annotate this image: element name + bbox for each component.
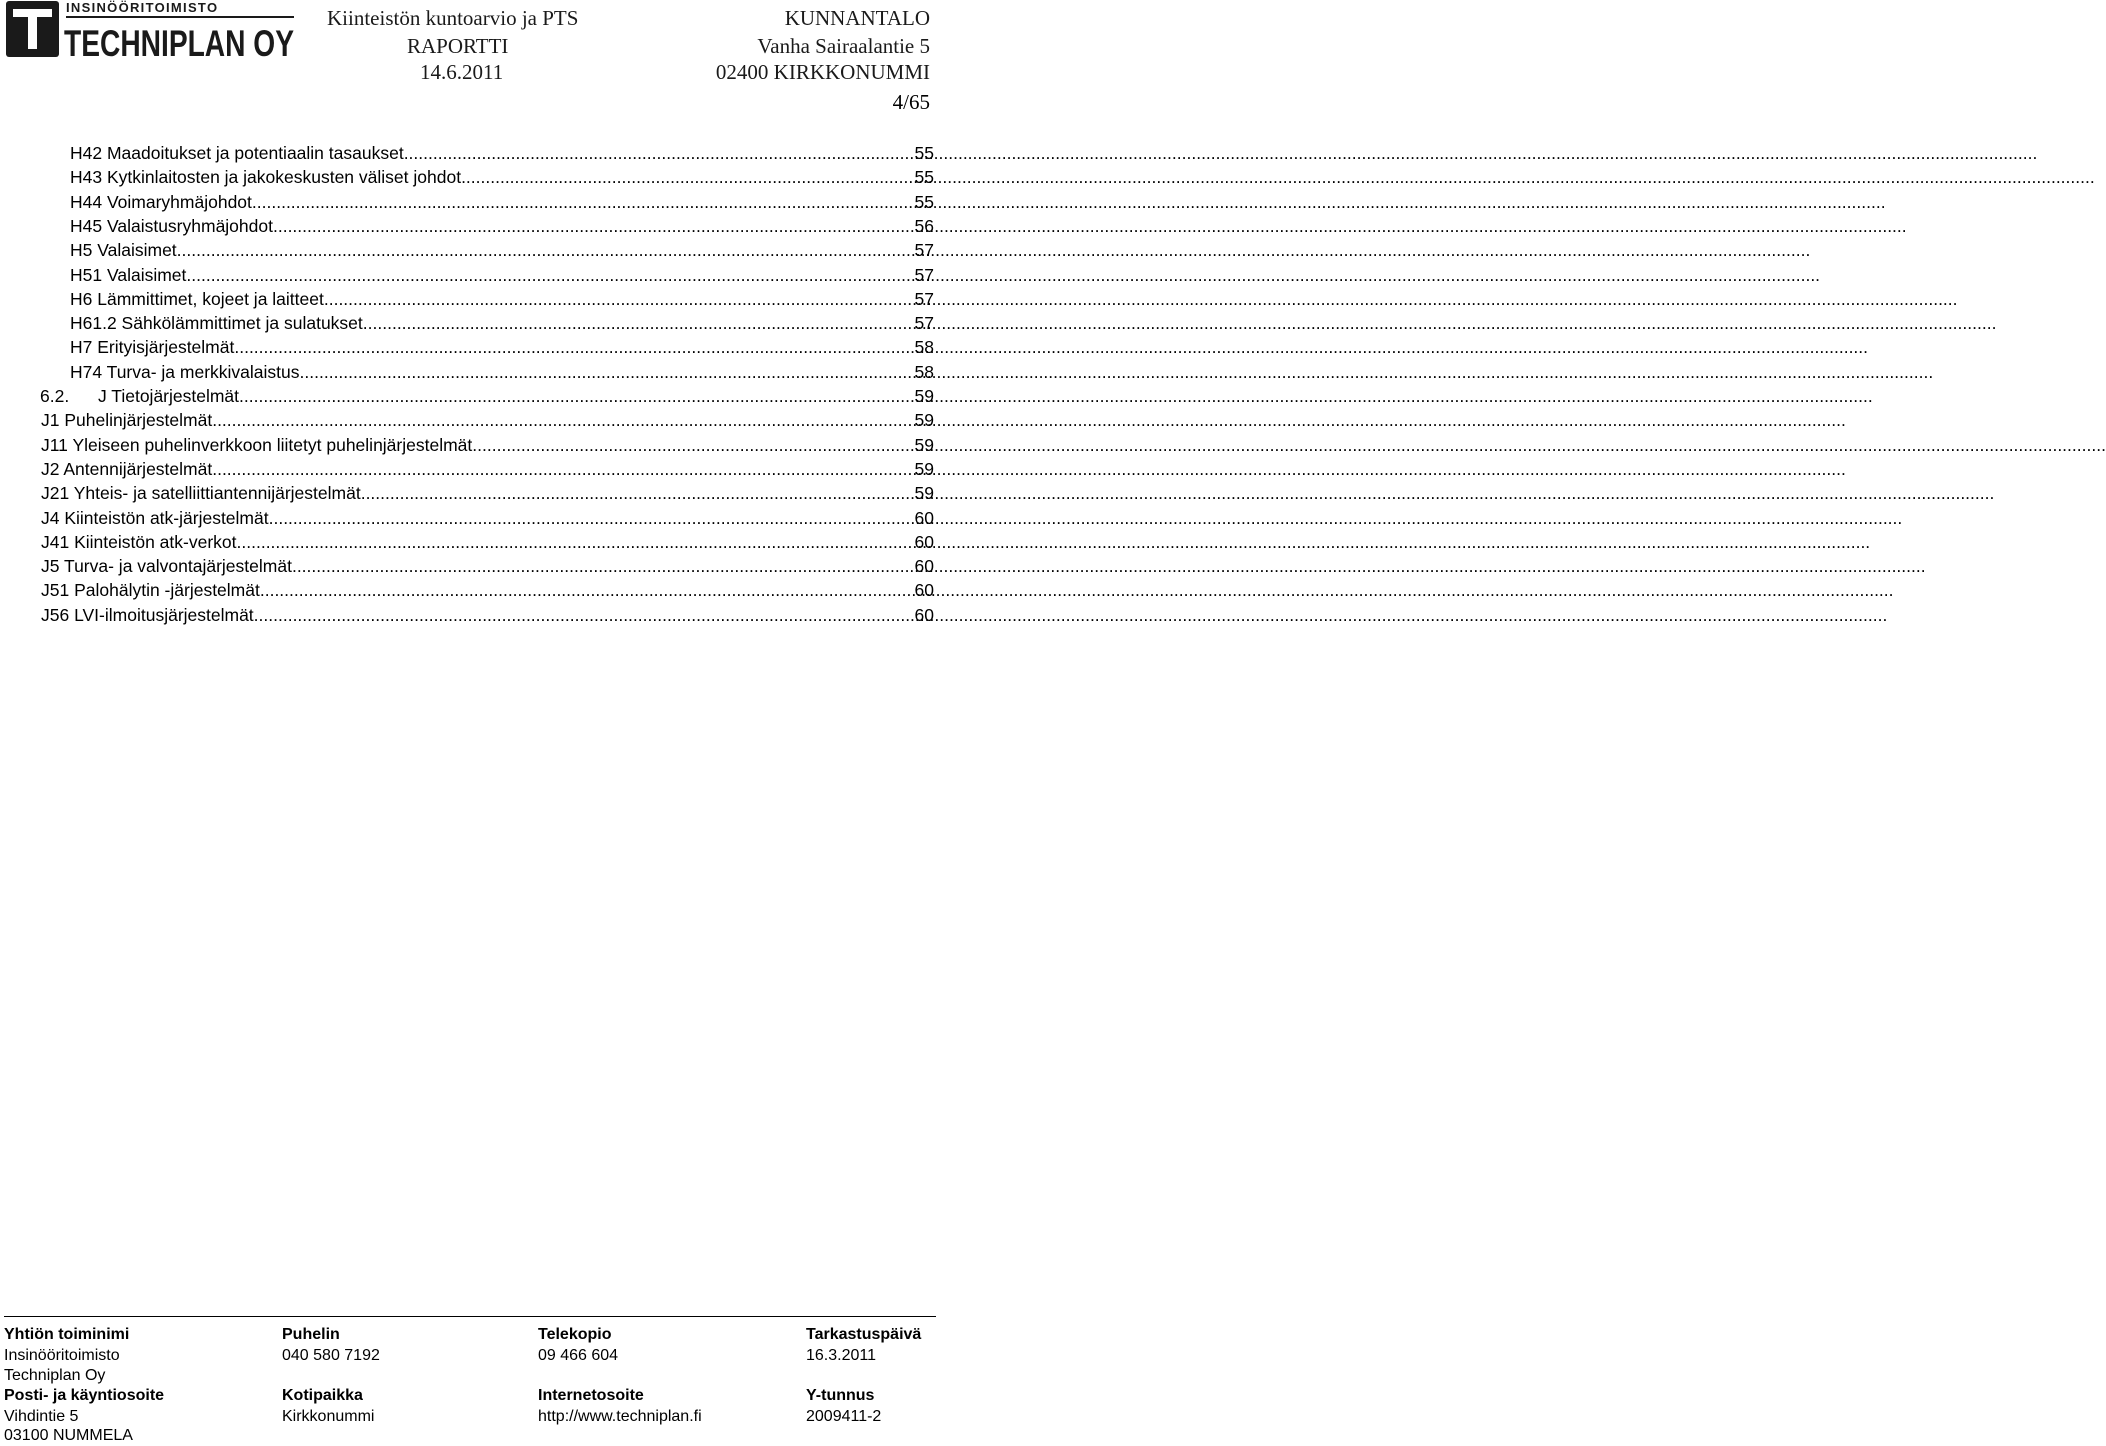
toc-entry[interactable]: J1 Puhelinjärjestelmät ..... 59 bbox=[41, 408, 934, 432]
toc-page: 58 bbox=[914, 337, 934, 358]
toc-entry[interactable]: J11 Yleiseen puhelinverkkoon liitetyt puhelinjärjestelmät ..... 59 bbox=[41, 433, 934, 457]
toc-page: 59 bbox=[914, 410, 934, 431]
toc-section[interactable]: 6.2. J Tietojärjestelmät ..... 59 bbox=[40, 384, 934, 408]
toc-entry[interactable]: J56 LVI-ilmoitusjärjestelmät ..... 60 bbox=[41, 603, 934, 627]
toc-entry[interactable]: H7 Erityisjärjestelmät ..... 58 bbox=[70, 335, 934, 359]
footer-businessid: 2009411-2 bbox=[806, 1408, 882, 1425]
toc-page: 57 bbox=[914, 264, 934, 285]
footer-divider bbox=[4, 1316, 936, 1317]
building-name: KUNNANTALO bbox=[784, 6, 930, 30]
toc-entry[interactable]: H6 Lämmittimet, kojeet ja laitteet ..... 57 bbox=[70, 287, 934, 311]
toc-entry[interactable]: J5 Turva- ja valvontajärjestelmät ..... 60 bbox=[41, 554, 934, 578]
toc-entry[interactable]: H61.2 Sähkölämmittimet ja sulatukset ..... 57 bbox=[70, 311, 934, 335]
toc-entry[interactable]: J4 Kiinteistön atk-järjestelmät ..... 60 bbox=[41, 506, 934, 530]
footer-phone: 040 580 7192 bbox=[282, 1347, 380, 1364]
footer-address-label: Posti- ja käyntiosoite bbox=[4, 1387, 165, 1404]
toc-page: 59 bbox=[914, 386, 934, 406]
footer-checkdate: 16.3.2011 bbox=[806, 1347, 876, 1364]
toc-page: 60 bbox=[914, 507, 934, 528]
toc-page: 58 bbox=[914, 361, 934, 382]
toc-entry[interactable]: H5 Valaisimet ..... 57 bbox=[70, 238, 934, 262]
toc-page: 57 bbox=[914, 313, 934, 334]
toc-page: 59 bbox=[914, 434, 934, 455]
footer-fax-label: Telekopio bbox=[538, 1326, 612, 1343]
toc-page: 60 bbox=[914, 604, 934, 625]
toc-page: 55 bbox=[914, 143, 934, 163]
building-postal: 02400 KIRKKONUMMI bbox=[715, 60, 930, 84]
toc-entry[interactable]: J51 Palohälytin -järjestelmät ..... 60 bbox=[41, 578, 934, 602]
footer-address-line1: Vihdintie 5 bbox=[4, 1408, 79, 1425]
footer-company-label: Yhtiön toiminimi bbox=[4, 1326, 130, 1343]
toc-entry[interactable]: J21 Yhteis- ja satelliittiantennijärjestelmät ..... 59 bbox=[41, 481, 934, 505]
footer-fax: 09 466 604 bbox=[538, 1347, 619, 1364]
footer-web-label: Internetosoite bbox=[538, 1387, 644, 1404]
footer-domicile: Kirkkonummi bbox=[282, 1408, 375, 1425]
toc-entry[interactable]: H44 Voimaryhmäjohdot ..... 55 bbox=[70, 190, 934, 214]
toc-page: 57 bbox=[914, 240, 934, 261]
footer-checkdate-label: Tarkastuspäivä bbox=[806, 1326, 922, 1343]
page-number: 4/65 bbox=[892, 90, 930, 114]
toc-entry[interactable]: J2 Antennijärjestelmät ..... 59 bbox=[41, 457, 934, 481]
footer-businessid-label: Y-tunnus bbox=[806, 1387, 875, 1404]
toc-section-number: 6.2. bbox=[40, 386, 70, 406]
toc-page: 55 bbox=[914, 191, 934, 212]
footer-address-line2: 03100 NUMMELA bbox=[4, 1427, 133, 1444]
toc-page: 60 bbox=[914, 531, 934, 552]
toc-page: 60 bbox=[914, 556, 934, 577]
techniplan-logo bbox=[0, 0, 300, 62]
toc-page: 59 bbox=[914, 458, 934, 479]
toc-entry[interactable]: J41 Kiinteistön atk-verkot ..... 60 bbox=[41, 530, 934, 554]
document-date: 14.6.2011 bbox=[420, 60, 504, 84]
logo-company-main: TECHNIPLAN OY bbox=[64, 23, 295, 64]
toc-page: 60 bbox=[914, 580, 934, 601]
footer-company-line2: Techniplan Oy bbox=[4, 1367, 106, 1384]
toc-entry[interactable]: H43 Kytkinlaitosten ja jakokeskusten väliset johdot ..... 55 bbox=[70, 165, 934, 189]
building-street: Vanha Sairaalantie 5 bbox=[757, 34, 930, 58]
document-title: Kiinteistön kuntoarvio ja PTS bbox=[327, 6, 579, 30]
document-type: RAPORTTI bbox=[407, 34, 509, 58]
footer-company-line1: Insinööritoimisto bbox=[4, 1347, 120, 1364]
footer-web-link[interactable]: http://www.techniplan.fi bbox=[538, 1408, 702, 1425]
toc-page: 56 bbox=[914, 215, 934, 236]
toc-page: 55 bbox=[914, 167, 934, 188]
logo-company-top: INSINÖÖRITOIMISTO bbox=[66, 0, 219, 15]
toc-entry[interactable]: H51 Valaisimet ..... 57 bbox=[70, 263, 934, 287]
toc-page: 59 bbox=[914, 483, 934, 504]
toc-entry[interactable]: H42 Maadoitukset ja potentiaalin tasaukset ..... 55 bbox=[70, 141, 934, 165]
toc-page: 57 bbox=[914, 288, 934, 309]
footer-phone-label: Puhelin bbox=[282, 1326, 340, 1343]
toc-entry[interactable]: H45 Valaistusryhmäjohdot ..... 56 bbox=[70, 214, 934, 238]
footer-domicile-label: Kotipaikka bbox=[282, 1387, 363, 1404]
toc-entry[interactable]: H74 Turva- ja merkkivalaistus ..... 58 bbox=[70, 360, 934, 384]
